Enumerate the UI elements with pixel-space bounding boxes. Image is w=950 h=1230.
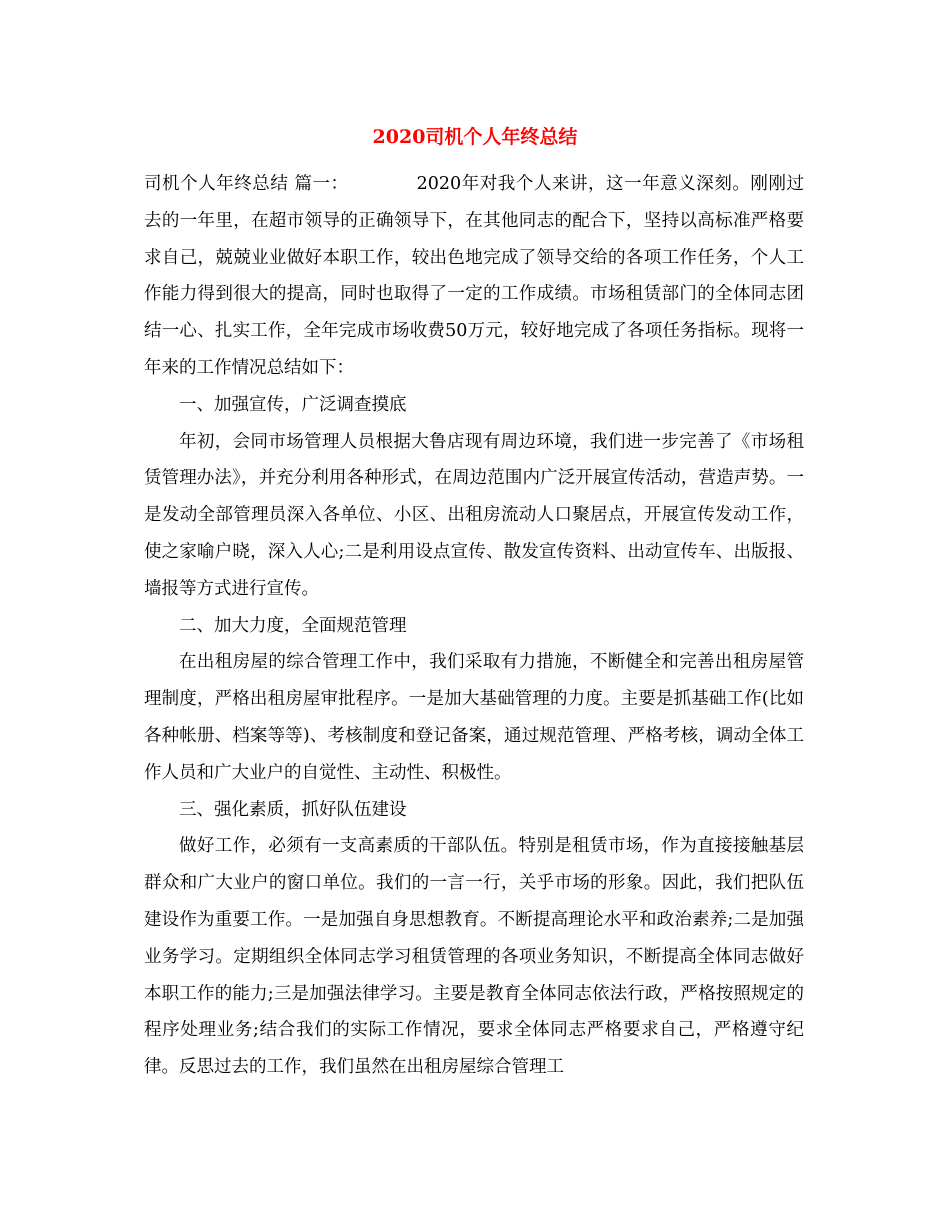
body-paragraph: 年初，会同市场管理人员根据大鲁店现有周边环境，我们进一步完善了《市场租赁管理办法》，并充分利用各种形式，在周边范围内广泛开展宣传活动，营造声势。一是发动全部管理员深入各单位、小区、出租房流动人口聚居点，开展宣传发动工作，使之家喻户晓，深入人心;二是利用设点宣传、散发宣传资料、出动宣传车、出版报、墙报等方式进行宣传。	[144, 431, 804, 599]
section-heading: 一、加强宣传，广泛调查摸底	[179, 394, 407, 415]
intro-label: 司机个人年终总结 篇一：	[144, 174, 349, 194]
body-paragraph: 在出租房屋的综合管理工作中，我们采取有力措施，不断健全和完善出租房屋管理制度，严格出租房屋审批程序。一是加大基础管理的力度。主要是抓基础工作(比如各种帐册、档案等等)、考核制度和登记备案，通过规范管理、严格考核，调动全体工作人员和广大业户的自觉性、主动性、积极性。	[144, 652, 804, 783]
body-paragraph: 做好工作，必须有一支高素质的干部队伍。特别是租赁市场，作为直接接触基层群众和广大业户的窗口单位。我们的一言一行，关乎市场的形象。因此，我们把队伍建设作为重要工作。一是加强自身思想教育。不断提高理论水平和政治素养;二是加强业务学习。定期组织全体同志学习租赁管理的各项业务知识，不断提高全体同志做好本职工作的能力;三是加强法律学习。主要是教育全体同志依法行政，严格按照规定的程序处理业务;结合我们的实际工作情况，要求全体同志严格要求自己，严格遵守纪律。反思过去的工作，我们虽然在出租房屋综合管理工	[144, 836, 804, 1078]
section-heading: 二、加大力度，全面规范管理	[179, 615, 407, 636]
paragraph-text: 2020年对我个人来讲，这一年意义深刻。刚刚过去的一年里，在超市领导的正确领导下，在其他同志的配合下，坚持以高标准严格要求自己，兢兢业业做好本职工作，较出色地完成了领导交给的各项工作任务，个人工作能力得到很大的提高，同时也取得了一定的工作成绩。市场租赁部门的全体同志团结一心、扎实工作，全年完成市场收费50万元，较好地完成了各项任务指标。现将一年来的工作情况总结如下：	[144, 174, 804, 378]
intro-paragraph	[144, 166, 804, 387]
document-title: 2020司机个人年终总结	[372, 126, 578, 148]
document-body	[144, 166, 804, 1086]
section-heading: 三、强化素质，抓好队伍建设	[179, 799, 407, 820]
